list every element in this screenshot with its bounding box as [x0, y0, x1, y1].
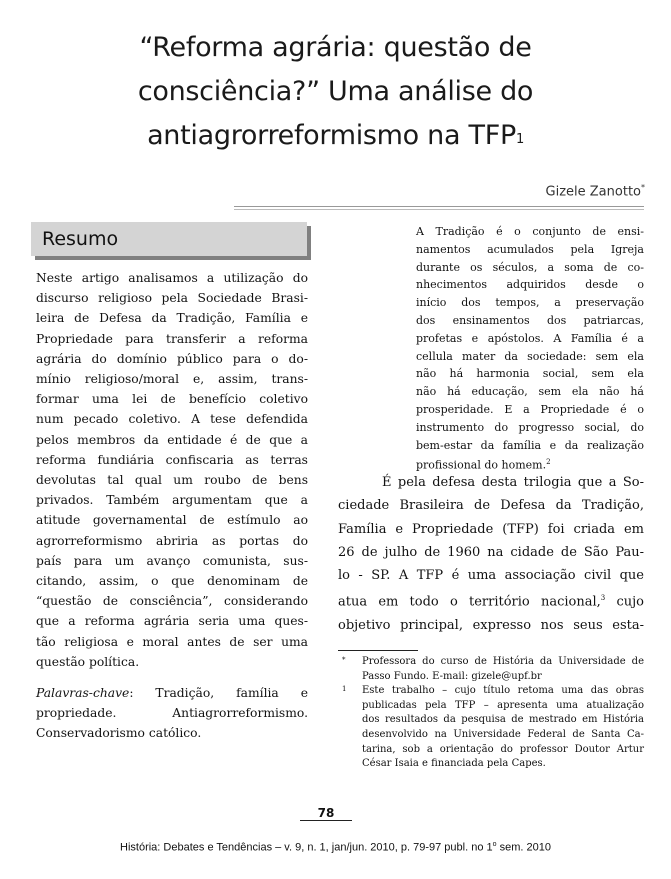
body-line-6-text: atua em todo o território nacional,	[338, 594, 601, 610]
quote-line-text: instrumento do progresso social, do	[416, 420, 644, 434]
resumo-heading: Resumo	[42, 228, 119, 250]
quote-line	[416, 330, 644, 348]
header-divider	[234, 206, 644, 207]
abstract-line: num pecado coletivo. A tese defendida	[36, 412, 308, 427]
quote-line	[416, 259, 644, 277]
abstract-line: Propriedade para transferir a reforma	[36, 331, 308, 346]
footnote-line: tarina, sob a orientação do professor Doutor Artur	[362, 743, 644, 755]
footnote	[342, 655, 644, 684]
body-line-7: objetivo principal, expresso nos seus esta-	[338, 618, 644, 634]
quote-footnote-mark[interactable]: 2	[546, 458, 551, 467]
abstract-line: que a reforma agrária seria uma ques-	[36, 614, 308, 629]
body-text	[338, 471, 644, 637]
body-line-2: ciedade Brasileira de Defesa da Tradição,	[338, 498, 644, 514]
footnotes	[342, 655, 644, 772]
quote-line	[416, 401, 644, 419]
page-number-underline	[300, 820, 352, 821]
abstract-line: devolutas tal qual um roubo de bens	[36, 473, 308, 488]
quote-line	[416, 223, 644, 241]
footnote-line: César Isaia e financiada pela Capes.	[362, 758, 546, 770]
quote-line-text: início dos tempos, a preservação	[416, 296, 644, 310]
abstract-line: formar uma lei de benefício coletivo	[36, 392, 308, 407]
keywords-line-2: propriedade. Antiagrorreformismo.	[36, 706, 308, 721]
title-line-2: consciência?” Uma análise do	[137, 76, 534, 107]
quote-line-text: profetas e apóstolos. A Família é a	[416, 331, 644, 345]
body-line-4: 26 de julho de 1960 na cidade de São Pau-	[338, 544, 644, 560]
quote-line-text: cellula mater da sociedade: sem ela	[416, 349, 644, 363]
journal-footer	[20, 841, 651, 854]
abstract-line: tão religiosa e moral antes de ser uma	[36, 634, 308, 649]
quote-line-text: namentos acumulados pela Igreja	[416, 242, 644, 256]
quote-line-text: durante os séculos, a soma de co-	[416, 260, 644, 274]
title-line-3-text: antiagrorreformismo na TFP	[147, 120, 516, 151]
body-line-6-tail: cujo	[605, 594, 644, 610]
author-name-text: Gizele Zanotto	[545, 184, 641, 200]
footnote-line: publicadas pela TFP – apresenta uma atualização	[362, 699, 644, 711]
body-line-5: lo - SP. A TFP é uma associação civil que	[338, 568, 644, 584]
footnote	[342, 684, 644, 772]
abstract-line: privados. Também argumentam que a	[36, 493, 308, 508]
quote-line	[416, 312, 644, 330]
footer-text: História: Debates e Tendências – v. 9, n. 1, jan/jun. 2010, p. 79-97 publ. no 1	[120, 841, 493, 854]
quote-line	[416, 383, 644, 401]
quote-line-text: bem-estar da família e da realização	[416, 438, 644, 452]
abstract-line: agrária do domínio público para o do-	[36, 351, 308, 366]
footer-superscript: o	[492, 841, 497, 848]
footnote-mark: 1	[342, 685, 347, 694]
author-footnote-mark[interactable]: *	[641, 183, 645, 192]
body-line-6	[338, 587, 644, 614]
body-footnote-mark-3[interactable]: 3	[600, 594, 606, 603]
abstract-line: leira de Defesa da Tradição, Família e	[36, 311, 308, 326]
abstract-line: pelos membros da entidade é de que a	[36, 432, 308, 447]
abstract-line: atitude governamental de estímulo ao	[36, 513, 308, 528]
title-line-3	[40, 114, 631, 158]
keywords-line-1	[36, 683, 308, 703]
header-divider-secondary	[234, 209, 644, 210]
body-line-1: É pela defesa desta trilogia que a So-	[382, 475, 644, 490]
quote-line-text: não há educação, sem ela não há	[416, 385, 644, 399]
quote-line-text: dos ensinamentos dos patriarcas,	[416, 313, 644, 327]
abstract-line: citando, assim, o que denominam de	[36, 574, 308, 589]
quote-line	[416, 419, 644, 437]
footnote-divider	[338, 650, 418, 651]
quote-line-text: nhecimentos adquiridos desde o	[416, 278, 644, 292]
title-line-1: “Reforma agrária: questão de	[139, 32, 532, 63]
page-number: 78	[317, 806, 335, 820]
abstract-text	[36, 268, 308, 672]
quote-line-text: não há harmonia social, sem ela	[416, 367, 644, 381]
keywords	[36, 683, 308, 744]
abstract-line: mínio religioso/moral e, assim, trans-	[36, 372, 308, 387]
abstract-line: país para um avanço comunista, sus-	[36, 553, 308, 568]
footnote-line: Passo Fundo. E-mail: gizele@upf.br	[362, 670, 542, 682]
abstract-line: “questão de consciência”, considerando	[36, 594, 308, 609]
quote-line	[416, 437, 644, 455]
quote-line-text: profissional do homem.	[416, 459, 547, 473]
keywords-line-1-text: : Tradição, família e	[129, 686, 308, 700]
footnote-line: dos resultados da pesquisa de mestrado em História	[362, 714, 644, 726]
abstract-line: discurso religioso pela Sociedade Brasi-	[36, 291, 308, 306]
abstract-line: reforma fundiária confiscaria as terras	[36, 452, 308, 467]
body-line-3: Família e Propriedade (TFP) foi criada em	[338, 521, 644, 537]
quote-line	[416, 276, 644, 294]
title-footnote-mark[interactable]: 1	[515, 132, 524, 147]
footer-text-end: sem. 2010	[496, 841, 551, 854]
article-title	[40, 26, 631, 158]
abstract-line: Neste artigo analisamos a utilização do	[36, 271, 308, 285]
footnote-line: Professora do curso de História da Universidade de	[362, 656, 644, 667]
quote-line	[416, 348, 644, 366]
quote-line	[416, 294, 644, 312]
epigraph-quote	[416, 223, 644, 475]
quote-line-text: prosperidade. E a Propriedade é o	[416, 402, 644, 416]
abstract-line: questão política.	[36, 654, 140, 669]
footnote-mark: *	[342, 656, 346, 664]
abstract-line: agrorreformismo abriria as portas do	[36, 533, 308, 548]
quote-line	[416, 365, 644, 383]
footnote-line: Este trabalho – cujo título retoma uma das obras	[362, 685, 644, 697]
footnote-line: desenvolvido na Universidade Federal de Santa Ca-	[362, 728, 644, 740]
keywords-label: Palavras-chave	[36, 686, 130, 700]
quote-line-text: A Tradição é o conjunto de ensi-	[416, 225, 644, 238]
author-name	[546, 183, 645, 199]
quote-line	[416, 241, 644, 259]
keywords-line-3: Conservadorismo católico.	[36, 726, 202, 741]
